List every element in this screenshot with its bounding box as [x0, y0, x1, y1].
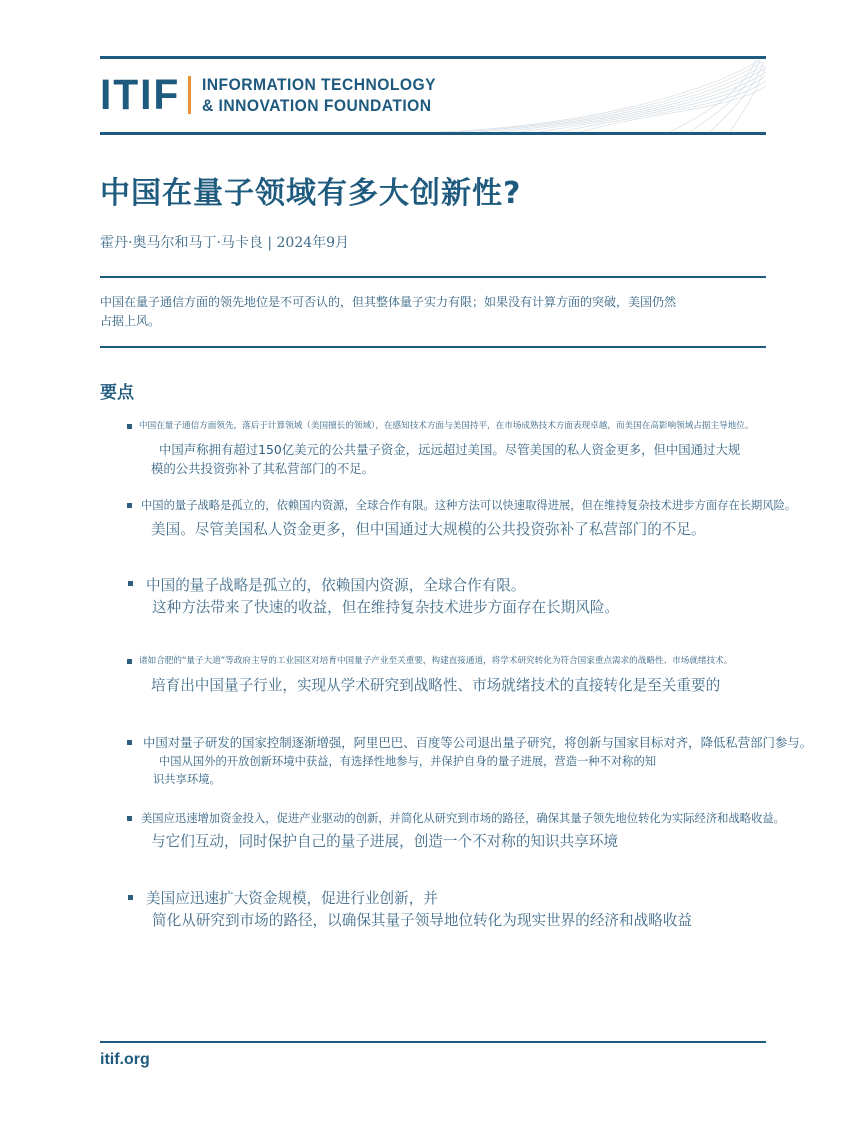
footer-url-link[interactable]: itif.org	[100, 1051, 150, 1068]
logo-divider	[188, 76, 191, 114]
key-point-5: 中国对量子研发的国家控制逐渐增强，阿里巴巴、百度等公司退出量子研究，将创新与国家目标对齐，降低私营部门参与。	[143, 735, 813, 750]
page-title: 中国在量子领域有多大创新性?	[100, 176, 522, 211]
summary-line-1: 中国在量子通信方面的领先地位是不可否认的，但其整体量子实力有限；如果没有计算方面的突破，美国仍然	[100, 295, 677, 309]
logo-itif-wordmark: ITIF	[100, 71, 181, 119]
key-point-5-continuation: 中国从国外的开放创新环境中获益，有选择性地参与，并保护自身的量子进展，营造一种不对称的知	[159, 755, 657, 768]
byline: 霍丹·奥马尔和马丁·马卡良 | 2024年9月	[100, 235, 350, 251]
decorative-swoosh-lines	[420, 56, 766, 134]
key-point-2: 中国的量子战略是孤立的，依赖国内资源，全球合作有限。这种方法可以快速取得进展，但在维持复杂技术进步方面存在长期风险。	[141, 499, 797, 512]
summary-line-2: 占据上风。	[100, 314, 161, 328]
key-point-5-continuation-2: 识共享环境。	[153, 773, 221, 786]
bullet-icon	[127, 740, 132, 745]
key-point-3-continuation: 这种方法带来了快速的收益，但在维持复杂技术进步方面存在长期风险。	[152, 599, 620, 616]
key-point-7-continuation: 简化从研究到市场的路径，以确保其量子领导地位转化为现实世界的经济和战略收益	[152, 912, 692, 929]
bullet-icon	[128, 581, 133, 586]
bullet-icon	[127, 503, 132, 508]
bullet-icon	[128, 895, 133, 900]
key-point-4-continuation: 培育出中国量子行业，实现从学术研究到战略性、市场就绪技术的直接转化是至关重要的	[151, 677, 721, 694]
key-point-7: 美国应迅速扩大资金规模，促进行业创新，并	[146, 890, 438, 907]
section-heading-key-points: 要点	[100, 383, 134, 403]
bullet-icon	[127, 816, 132, 821]
logo-line-2: & INNOVATION FOUNDATION	[202, 96, 432, 115]
key-point-6-continuation: 与它们互动，同时保护自己的量子进展，创造一个不对称的知识共享环境	[151, 833, 619, 850]
key-point-1-continuation-2: 模的公共投资弥补了其私营部门的不足。	[151, 461, 375, 476]
key-point-4: 诸如合肥的“量子大道”等政府主导的工业园区对培育中国量子产业至关重要，构建直接通道，将学术研究转化为符合国家重点需求的战略性、市场就绪技术。	[139, 656, 733, 666]
key-point-2-continuation: 美国。尽管美国私人资金更多，但中国通过大规模的公共投资弥补了私营部门的不足。	[151, 521, 706, 538]
logo-line-1: INFORMATION TECHNOLOGY	[202, 75, 436, 94]
header-bottom-rule	[100, 132, 766, 135]
bullet-icon	[127, 424, 132, 429]
summary	[100, 293, 740, 331]
summary-top-rule	[100, 276, 766, 278]
bullet-icon	[127, 659, 132, 664]
summary-bottom-rule	[100, 346, 766, 348]
footer-rule	[100, 1041, 766, 1043]
key-point-6: 美国应迅速增加资金投入，促进产业驱动的创新，并简化从研究到市场的路径，确保其量子领先地位转化为实际经济和战略收益。	[141, 812, 785, 825]
key-point-1: 中国在量子通信方面领先，落后于计算领域（美国擅长的领域），在感知技术方面与美国持平，在市场成熟技术方面表现卓越，而美国在高影响领域占据主导地位。	[139, 421, 754, 431]
key-point-1-continuation: 中国声称拥有超过150亿美元的公共量子资金，远远超过美国。尽管美国的私人资金更多，但中国通过大规	[159, 442, 741, 457]
key-point-3: 中国的量子战略是孤立的，依赖国内资源，全球合作有限。	[146, 577, 526, 594]
